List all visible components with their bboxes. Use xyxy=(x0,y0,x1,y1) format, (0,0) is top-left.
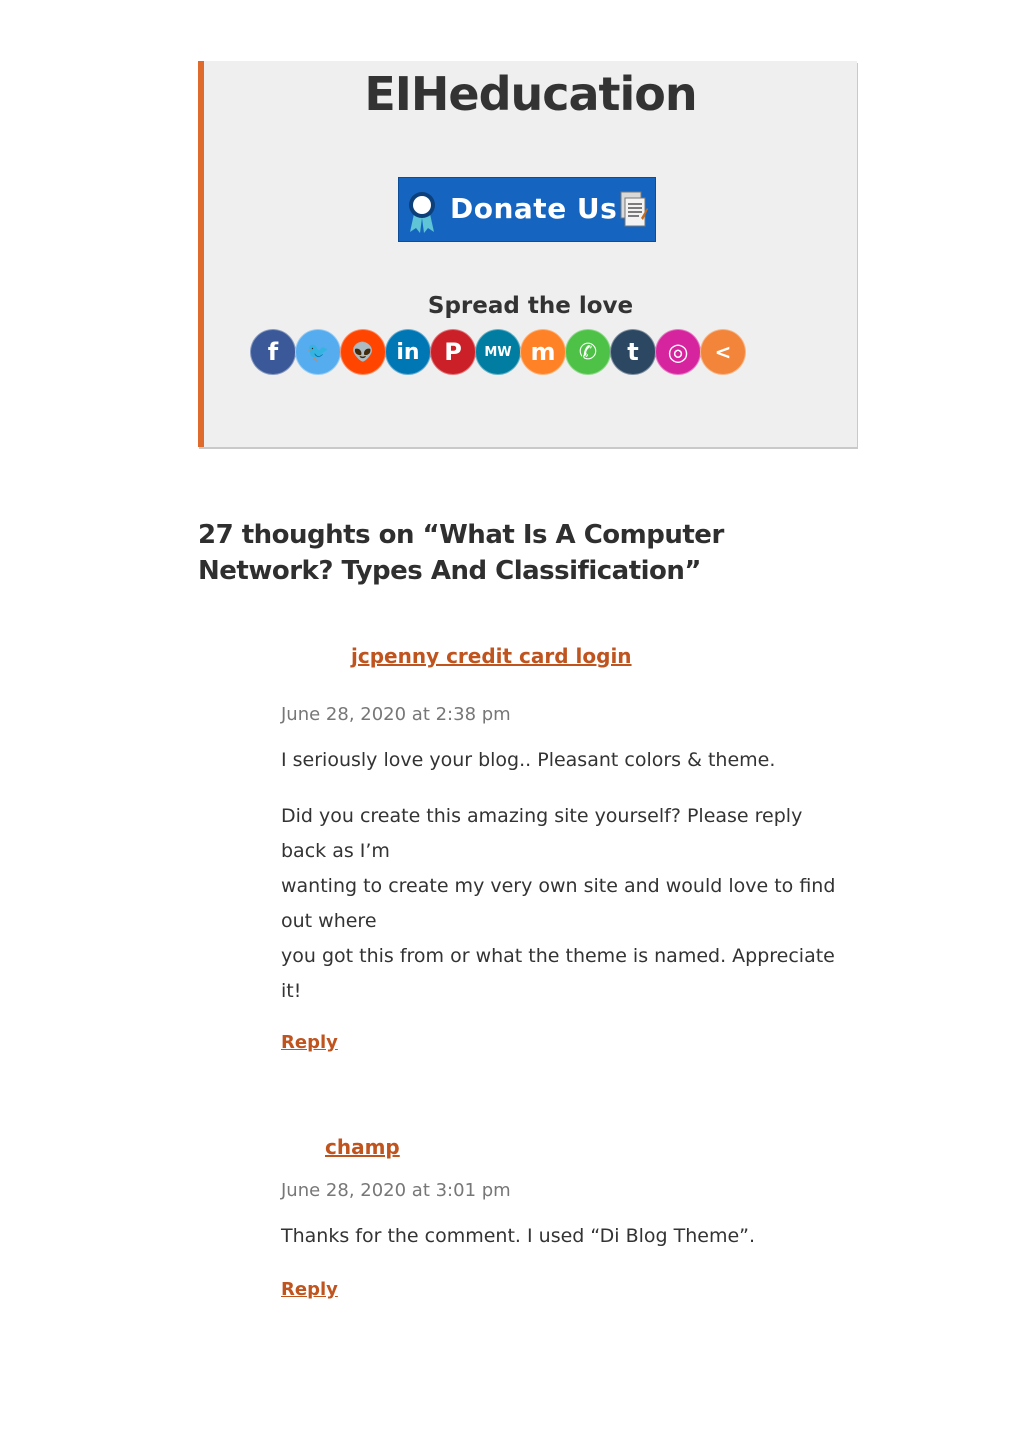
comment-author-link[interactable]: champ xyxy=(325,1135,400,1159)
donate-button[interactable] xyxy=(398,177,656,242)
twitter-share-button[interactable]: 🐦 xyxy=(295,329,341,375)
documents-icon xyxy=(617,188,649,232)
social-share-bar xyxy=(250,329,745,375)
donate-label: Donate Us xyxy=(450,192,618,225)
comment-paragraph: Did you create this amazing site yourself? Please reply back as I’m xyxy=(281,805,803,862)
site-title: EIHeducation xyxy=(364,67,697,121)
linkedin-share-button[interactable]: in xyxy=(385,329,431,375)
tumblr-share-button[interactable]: t xyxy=(610,329,656,375)
comment-paragraph: wanting to create my very own site and would love to find out where xyxy=(281,875,836,932)
comment-date[interactable]: June 28, 2020 at 2:38 pm xyxy=(281,704,511,725)
comment-paragraph: I seriously love your blog.. Pleasant colors & theme. xyxy=(281,749,776,771)
award-ribbon-icon xyxy=(407,190,437,234)
comment-date[interactable]: June 28, 2020 at 3:01 pm xyxy=(281,1180,511,1201)
comment-paragraph: you got this from or what the theme is named. Appreciate it! xyxy=(281,945,835,1002)
comment-paragraph: Thanks for the comment. I used “Di Blog Theme”. xyxy=(281,1225,756,1247)
reddit-share-button[interactable]: 👽 xyxy=(340,329,386,375)
comments-heading: 27 thoughts on “What Is A Computer Network? Types And Classification” xyxy=(198,520,724,586)
facebook-share-button[interactable]: f xyxy=(250,329,296,375)
comment-body xyxy=(281,743,851,1009)
comment-body xyxy=(281,1219,851,1254)
comment-author-link[interactable]: jcpenny credit card login xyxy=(351,644,632,668)
pinterest-share-button[interactable]: P xyxy=(430,329,476,375)
reply-button[interactable]: Reply xyxy=(281,1279,338,1300)
more-share-button[interactable]: < xyxy=(700,329,746,375)
whatsapp-share-button[interactable]: ✆ xyxy=(565,329,611,375)
reply-button[interactable]: Reply xyxy=(281,1032,338,1053)
mix-share-button[interactable]: m xyxy=(520,329,566,375)
instagram-share-button[interactable]: ◎ xyxy=(655,329,701,375)
share-heading: Spread the love xyxy=(427,293,634,319)
site-header-widget xyxy=(198,61,857,447)
mewe-share-button[interactable]: MW xyxy=(475,329,521,375)
